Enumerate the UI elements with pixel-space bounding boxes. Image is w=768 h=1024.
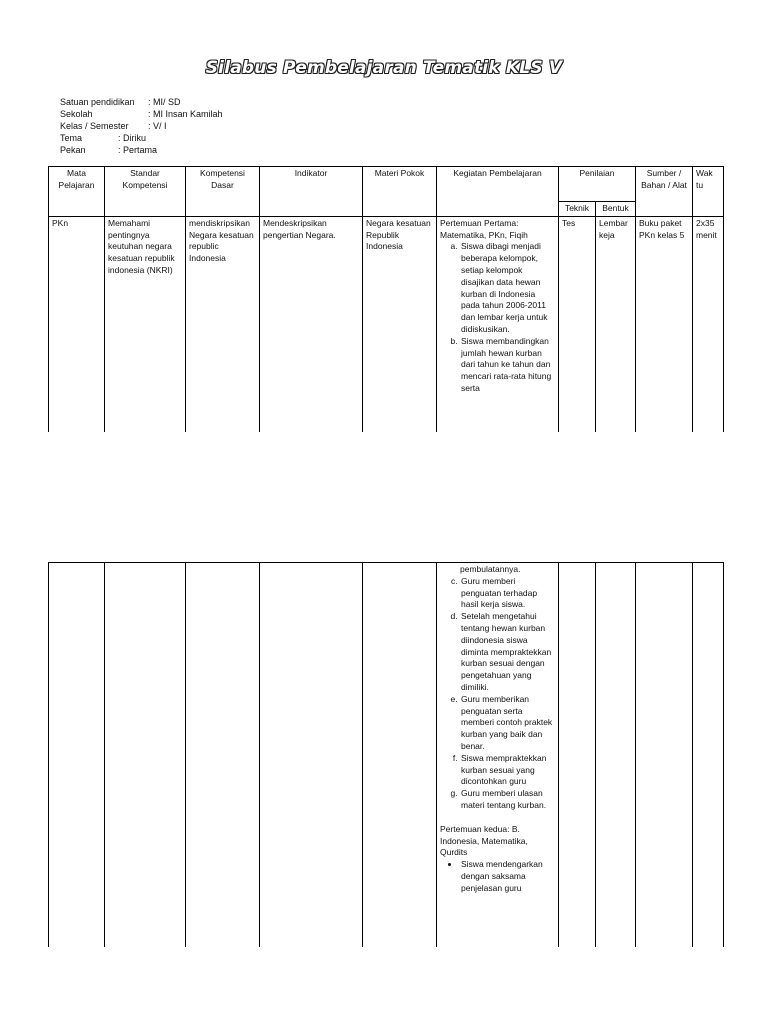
meta-label: Pekan bbox=[60, 145, 86, 155]
kegiatan-cont: pembulatannya. bbox=[460, 564, 521, 574]
meta-value: : V/ I bbox=[148, 121, 167, 131]
cell-empty bbox=[596, 563, 636, 947]
cell-waktu: 2x35 menit bbox=[693, 216, 724, 432]
cell-sk: Memahami pentingnya keutuhan negara kesatuan republik indonesia (NKRI) bbox=[105, 216, 186, 432]
cell-teknik: Tes bbox=[559, 216, 596, 432]
meta-label: Kelas / Semester bbox=[60, 121, 129, 131]
cell-indikator: Mendeskripsikan pengertian Negara. bbox=[260, 216, 363, 432]
syllabus-table-page1 bbox=[48, 166, 724, 432]
header-mapel: Mata Pelajaran bbox=[49, 167, 105, 217]
list-item: • Siswa mendengarkan dengan saksama penjelasan guru bbox=[460, 859, 555, 894]
page-title: Silabus Pembelajaran Tematik KLS V bbox=[205, 58, 563, 78]
kegiatan-kedua: Pertemuan kedua: B. Indonesia, Matematika, Qurdits bbox=[440, 823, 528, 858]
cell-empty bbox=[260, 563, 363, 947]
cell-empty bbox=[49, 563, 105, 947]
meta-label: Satuan pendidikan bbox=[60, 97, 135, 107]
meta-value: : Pertama bbox=[118, 145, 158, 155]
list-item: g. Guru memberi ulasan materi tentang kurban. bbox=[460, 788, 555, 812]
kegiatan-intro: Pertemuan Pertama: Matematika, PKn, Fiqih bbox=[440, 217, 528, 240]
header-indikator: Indikator bbox=[260, 167, 363, 217]
cell-empty bbox=[693, 563, 724, 947]
document-meta bbox=[60, 96, 223, 156]
meta-value: : MI Insan Kamilah bbox=[148, 109, 223, 119]
meta-row-satuan bbox=[60, 96, 223, 108]
cell-kegiatan bbox=[437, 216, 559, 432]
cell-kd: mendiskripsikan Negara kesatuan republic Indonesia bbox=[186, 216, 260, 432]
header-teknik: Teknik bbox=[559, 202, 596, 217]
table-row bbox=[49, 216, 724, 432]
meta-label: Sekolah bbox=[60, 109, 93, 119]
header-waktu: Wak tu bbox=[693, 167, 724, 217]
list-item: e. Guru memberikan penguatan serta memberi contoh praktek kurban yang baik dan benar. bbox=[460, 694, 555, 753]
cell-sumber: Buku paket PKn kelas 5 bbox=[636, 216, 693, 432]
cell-empty bbox=[186, 563, 260, 947]
meta-row-kelas bbox=[60, 120, 223, 132]
meta-row-pekan bbox=[60, 144, 223, 156]
cell-empty bbox=[636, 563, 693, 947]
meta-value: : MI/ SD bbox=[148, 97, 181, 107]
header-sk: Standar Kompetensi bbox=[105, 167, 186, 217]
header-bentuk: Bentuk bbox=[596, 202, 636, 217]
meta-value: : Diriku bbox=[118, 133, 147, 143]
header-kegiatan: Kegiatan Pembelajaran bbox=[437, 167, 559, 217]
meta-label: Tema bbox=[60, 133, 83, 143]
cell-bentuk: Lembar keja bbox=[596, 216, 636, 432]
cell-mapel: PKn bbox=[49, 216, 105, 432]
list-item: f. Siswa mempraktekkan kurban sesuai yang dicontohkan guru bbox=[460, 753, 555, 788]
meta-row-tema bbox=[60, 132, 223, 144]
header-penilaian: Penilaian bbox=[559, 167, 636, 202]
cell-empty bbox=[363, 563, 437, 947]
header-kd: Kompetensi Dasar bbox=[186, 167, 260, 217]
list-item: a. Siswa dibagi menjadi beberapa kelompok, setiap kelompok disajikan data hewan kurban di Indonesia pada tahun 2006-2011 dan lembar kerja untuk didiskusikan. bbox=[460, 241, 555, 335]
header-sumber: Sumber / Bahan / Alat bbox=[636, 167, 693, 217]
cell-materi: Negara kesatuan Republik Indonesia bbox=[363, 216, 437, 432]
list-item: d. Setelah mengetahui tentang hewan kurban diindonesia siswa diminta mempraktekkan kurban sesuai dengan pengetahuan yang dimiliki. bbox=[460, 611, 555, 694]
list-item: b. Siswa membandingkan jumlah hewan kurban dari tahun ke tahun dan mencari rata-rata hitung serta bbox=[460, 336, 555, 395]
syllabus-table-page2 bbox=[48, 562, 724, 947]
header-materi: Materi Pokok bbox=[363, 167, 437, 217]
cell-empty bbox=[559, 563, 596, 947]
meta-row-sekolah bbox=[60, 108, 223, 120]
cell-empty bbox=[105, 563, 186, 947]
cell-kegiatan-cont bbox=[437, 563, 559, 947]
list-item: c. Guru memberi penguatan terhadap hasil kerja siswa. bbox=[460, 576, 555, 611]
table-row bbox=[49, 563, 724, 947]
